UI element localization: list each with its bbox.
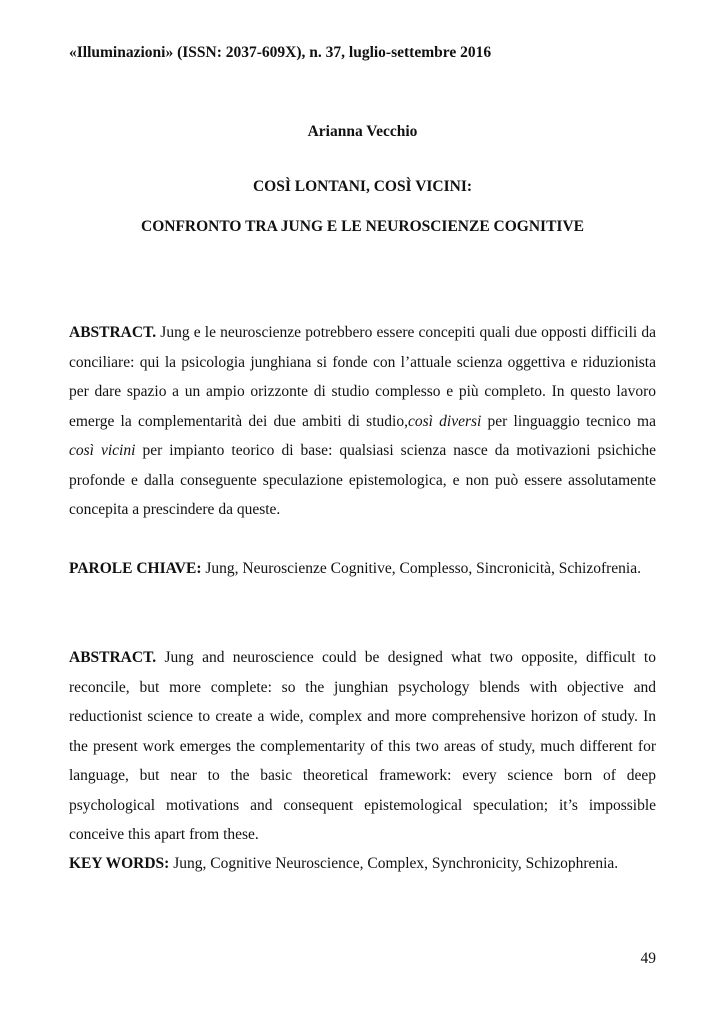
keywords-label: KEY WORDS: xyxy=(69,855,170,872)
abstract-label: ABSTRACT. xyxy=(69,649,157,666)
abstract-text: Jung and neuroscience could be designed what two opposite, difficult to reconcile, but more complete: so the junghian psychology blends with objective and reductionist science to create a wide, complex and more comprehensive horizon of study. In the present work emerges the complementarity of this two areas of study, much different for language, but near to the basic theoretical framework: every science born of deep psychological motivations and consequent epistemological speculation; it’s impossible conceive this apart from these. xyxy=(69,649,656,843)
journal-header: «Illuminazioni» (ISSN: 2037-609X), n. 37, luglio-settembre 2016 xyxy=(69,44,492,61)
abstract-label: ABSTRACT. xyxy=(69,324,157,341)
page-number: 49 xyxy=(640,950,656,967)
abstract-emphasis: così diversi xyxy=(407,412,482,430)
english-keywords xyxy=(69,849,656,879)
abstract-text: per impianto teorico di base: qualsiasi scienza nasce da motivazioni psichiche profonde e dalla conseguente speculazione epistemologica, e non può essere assolutamente concepita a prescindere da queste. xyxy=(69,442,656,518)
title-line-1: COSÌ LONTANI, COSÌ VICINI: xyxy=(252,178,473,195)
italian-keywords xyxy=(69,554,656,584)
english-abstract xyxy=(69,643,656,850)
abstract-emphasis: così vicini xyxy=(69,442,136,459)
italian-abstract xyxy=(69,318,656,525)
author-name: Arianna Vecchio xyxy=(307,123,418,140)
keywords-text: Jung, Cognitive Neuroscience, Complex, Synchronicity, Schizophrenia. xyxy=(169,855,619,872)
keywords-text: Jung, Neuroscienze Cognitive, Complesso, Sincronicità, Schizofrenia. xyxy=(201,560,641,577)
keywords-label: PAROLE CHIAVE: xyxy=(69,560,202,577)
abstract-text: Jung e le neuroscienze potrebbero essere concepiti quali due opposti difficili da conciliare: qui la psicologia junghiana si fonde con l’attuale scienza oggettiva e riduzionista per dare spazio a un ampio orizzonte di studio complesso e più completo. In questo lavoro emerge la complementarità dei due ambiti di studio, xyxy=(69,324,656,430)
title-line-2: CONFRONTO TRA JUNG E LE NEUROSCIENZE COGNITIVE xyxy=(141,218,584,235)
abstract-text: per linguaggio tecnico ma xyxy=(481,412,656,430)
